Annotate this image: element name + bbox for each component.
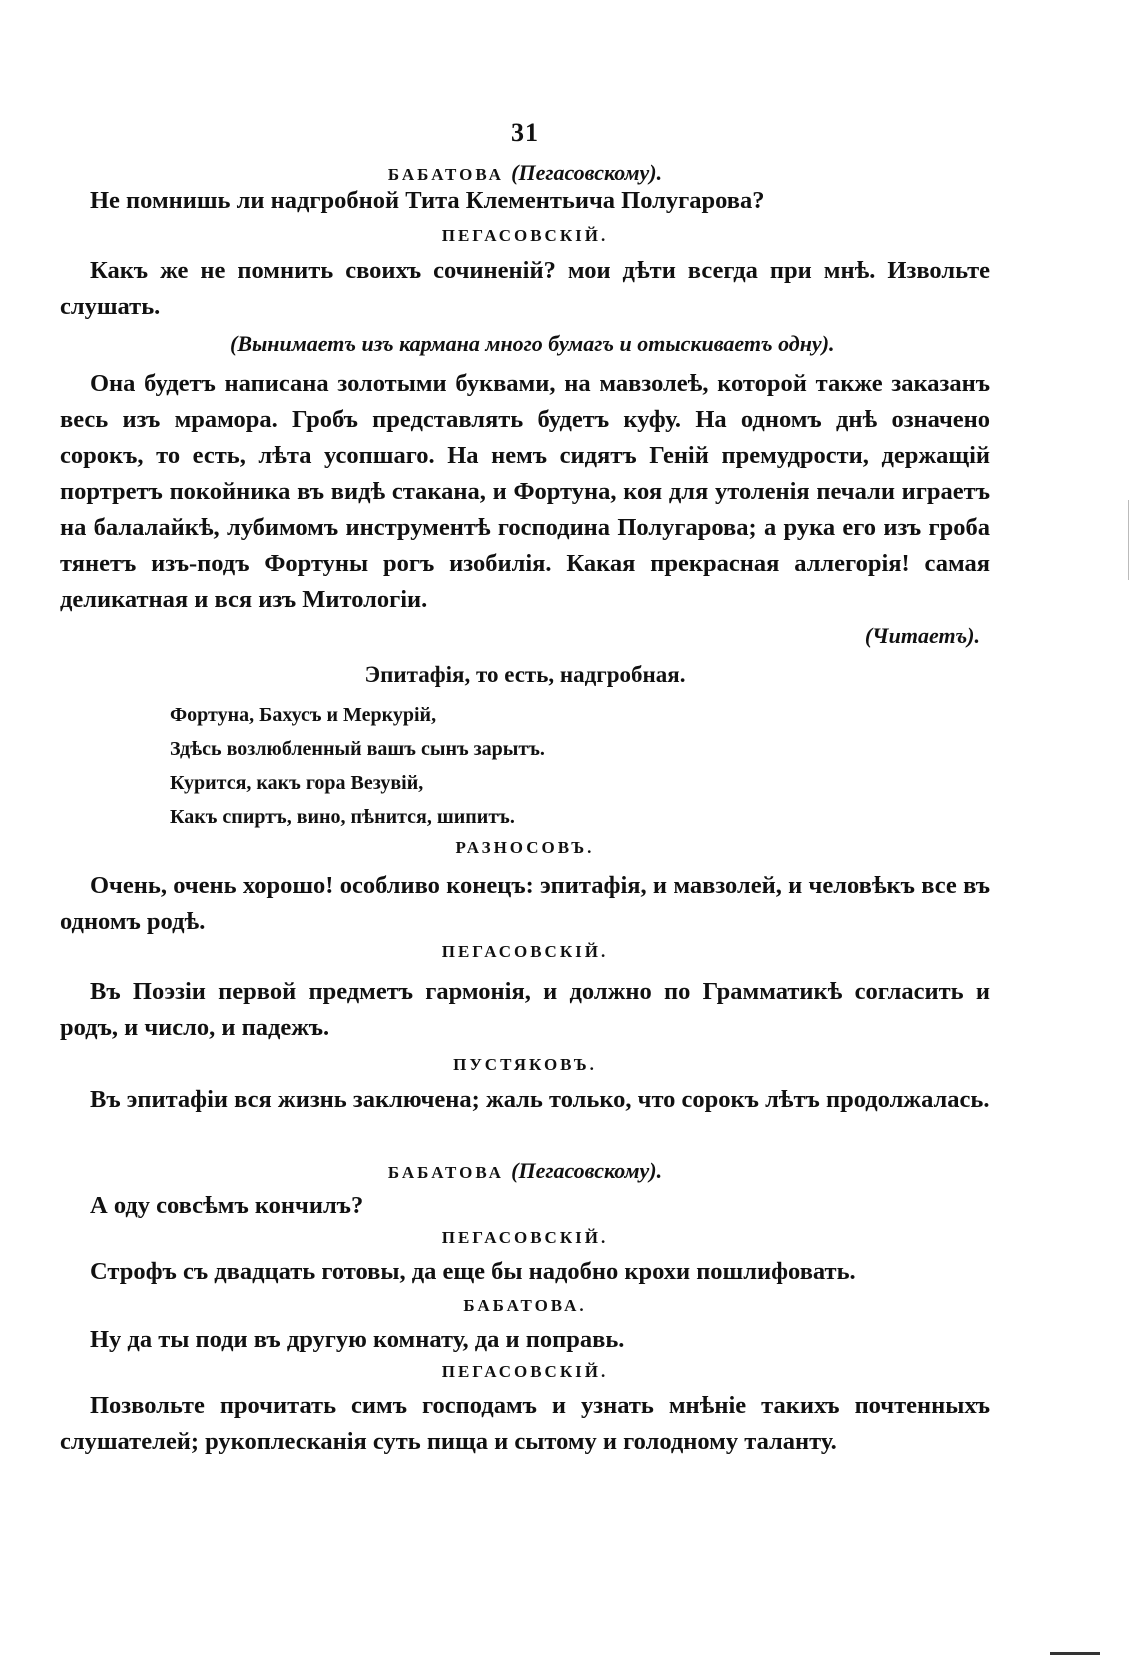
dialogue-line: Ну да ты поди въ другую комнату, да и поправь. <box>90 1326 625 1353</box>
verse-line: Какъ спиртъ, вино, пѣнится, шипитъ. <box>170 806 515 828</box>
epitaph-verse <box>170 698 545 834</box>
stage-direction-reads: (Читаетъ). <box>864 623 980 648</box>
dialogue-line: Строфъ съ двадцать готовы, да еще бы надобно крохи пошлифовать. <box>90 1258 856 1285</box>
scan-corner-mark <box>1050 1652 1100 1655</box>
speaker-heading: ПЕГАСОВСКІЙ. <box>441 1362 609 1381</box>
speaker-heading: ПУСТЯКОВЪ. <box>453 1055 597 1074</box>
dialogue-paragraph: Она будетъ написана золотыми буквами, на мавзолеѣ, которой также заказанъ весь изъ мрамора. Гробъ представлять будетъ куфу. На одномъ днѣ означено сорокъ, то есть, лѣта усопшаго. На немъ сидятъ Геній премудрости, держащій портретъ покойника въ видѣ стакана, и Фортуна, коя для утоленія печали играетъ на балалайкѣ, лубимомъ инструментѣ господина Полугарова; а рука его изъ гроба тянетъ изъ-подъ Фортуны рогъ изобилія. Какая прекрасная аллегорія! самая деликатная и вся изъ Митологіи. <box>60 370 990 613</box>
book-page <box>60 0 990 1669</box>
scan-margin-line <box>1128 500 1129 580</box>
dialogue-line: Въ Поэзіи первой предметъ гармонія, и должно по Грамматикѣ согласить и родъ, и число, и падежъ. <box>60 978 990 1041</box>
speaker-heading: ПЕГАСОВСКІЙ. <box>441 1228 609 1247</box>
dialogue-line: А оду совсѣмъ кончилъ? <box>90 1192 364 1219</box>
speaker-heading <box>60 1158 990 1184</box>
verse-line: Фортуна, Бахусъ и Меркурій, <box>170 704 437 726</box>
stage-direction-inline: (Пегасовскому). <box>511 1158 663 1183</box>
speaker-name: БАБАТОВА <box>387 1163 504 1182</box>
speaker-heading: ПЕГАСОВСКІЙ. <box>441 942 609 961</box>
speaker-heading: РАЗНОСОВЪ. <box>455 838 595 857</box>
page-number: 31 <box>511 118 539 147</box>
dialogue-line: Въ эпитафіи вся жизнь заключена; жаль только, что сорокъ лѣтъ продолжалась. <box>90 1086 990 1113</box>
dialogue-line: Не помнишь ли надгробной Тита Клементьича Полугарова? <box>90 187 765 214</box>
stage-direction-inline: (Пегасовскому). <box>511 160 663 185</box>
poem-title: Эпитафія, то есть, надгробная. <box>364 662 686 687</box>
speaker-heading: БАБАТОВА. <box>463 1296 587 1315</box>
speaker-name: БАБАТОВА <box>387 165 504 184</box>
dialogue-line: Позвольте прочитать симъ господамъ и узнать мнѣніе такихъ почтенныхъ слушателей; рукоплесканія суть пища и сытому и голодному таланту. <box>60 1392 990 1455</box>
dialogue-line: Очень, очень хорошо! особливо конецъ: эпитафія, и мавзолей, и человѣкъ все въ одномъ родѣ. <box>60 872 990 935</box>
dialogue-line: Какъ же не помнить своихъ сочиненій? мои дѣти всегда при мнѣ. Извольте слушать. <box>60 257 990 320</box>
speaker-heading: ПЕГАСОВСКІЙ. <box>441 226 609 245</box>
verse-line: Здѣсь возлюбленный вашъ сынъ зарытъ. <box>170 738 545 760</box>
stage-direction: (Вынимаетъ изъ кармана много бумагъ и отыскиваетъ одну). <box>230 331 835 356</box>
verse-line: Курится, какъ гора Везувій, <box>170 772 424 794</box>
